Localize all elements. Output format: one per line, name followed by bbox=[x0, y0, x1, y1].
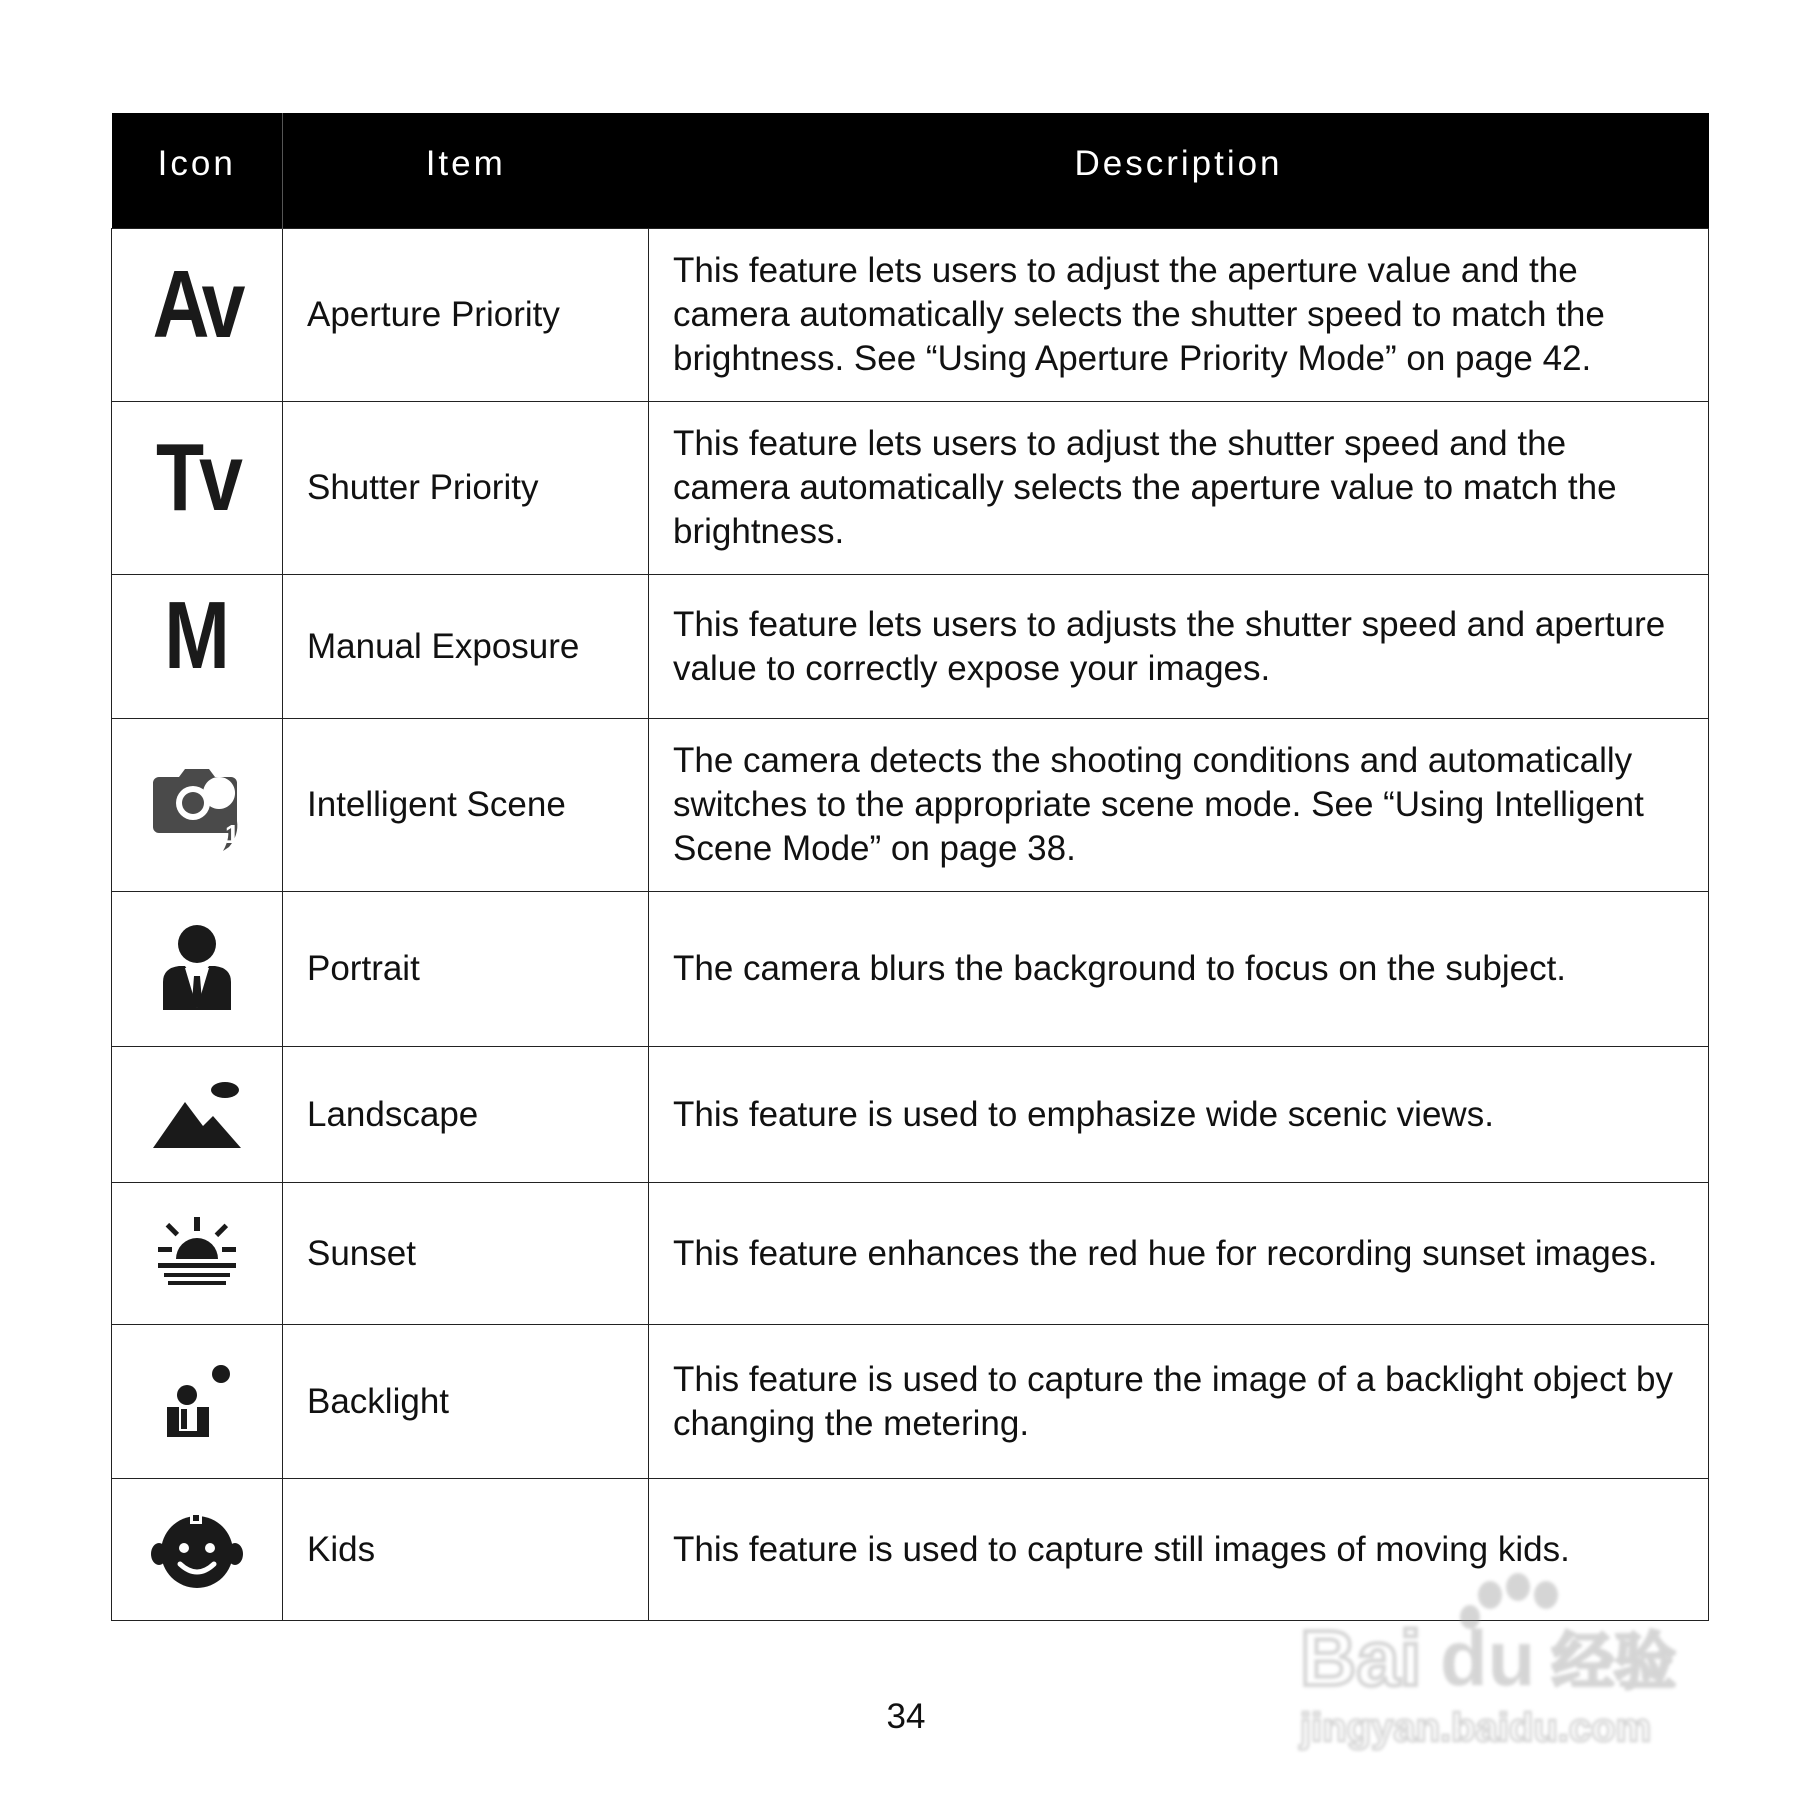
item-name: Manual Exposure bbox=[283, 575, 649, 719]
landscape-icon bbox=[151, 1080, 243, 1150]
header-item: Item bbox=[283, 113, 649, 229]
backlight-icon bbox=[161, 1365, 233, 1439]
item-name: Shutter Priority bbox=[283, 402, 649, 575]
manual-exposure-icon: M bbox=[164, 582, 230, 689]
icon-cell bbox=[112, 1183, 283, 1325]
item-description: The camera detects the shooting conditions and automatically switches to the appropriate scene mode. See “Using Intelligent Scene Mode” on page 38. bbox=[649, 719, 1709, 892]
table-row bbox=[112, 229, 1709, 402]
table-header-row bbox=[112, 113, 1709, 229]
icon-cell bbox=[112, 1047, 283, 1183]
sunset-icon bbox=[156, 1217, 238, 1291]
item-name: Backlight bbox=[283, 1325, 649, 1479]
item-description: This feature lets users to adjust the shutter speed and the camera automatically selects the aperture value to match the brightness. bbox=[649, 402, 1709, 575]
svg-text:jingyan.baidu.com: jingyan.baidu.com bbox=[1300, 1706, 1652, 1750]
item-name: Intelligent Scene bbox=[283, 719, 649, 892]
item-description: This feature enhances the red hue for recording sunset images. bbox=[649, 1183, 1709, 1325]
icon-cell bbox=[112, 1479, 283, 1621]
camera-modes-table bbox=[111, 113, 1709, 1621]
aperture-priority-icon: Av bbox=[153, 250, 241, 358]
svg-text:du: du bbox=[1440, 1614, 1536, 1702]
svg-text:1: 1 bbox=[225, 819, 240, 849]
item-name: Sunset bbox=[283, 1183, 649, 1325]
table-row bbox=[112, 1183, 1709, 1325]
icon-cell bbox=[112, 892, 283, 1047]
table-row bbox=[112, 1325, 1709, 1479]
icon-cell bbox=[112, 1325, 283, 1479]
kids-icon bbox=[150, 1508, 244, 1592]
table-row bbox=[112, 892, 1709, 1047]
item-name: Landscape bbox=[283, 1047, 649, 1183]
svg-text:Bai: Bai bbox=[1300, 1614, 1422, 1702]
item-name: Aperture Priority bbox=[283, 229, 649, 402]
icon-cell bbox=[112, 719, 283, 892]
portrait-icon bbox=[157, 924, 237, 1014]
item-name: Kids bbox=[283, 1479, 649, 1621]
item-description: This feature is used to emphasize wide scenic views. bbox=[649, 1047, 1709, 1183]
icon-cell bbox=[112, 229, 283, 402]
item-description: This feature lets users to adjusts the shutter speed and aperture value to correctly expose your images. bbox=[649, 575, 1709, 719]
icon-cell bbox=[112, 402, 283, 575]
header-description: Description bbox=[649, 113, 1709, 229]
item-description: This feature is used to capture still images of moving kids. bbox=[649, 1479, 1709, 1621]
icon-cell bbox=[112, 575, 283, 719]
page-number: 34 bbox=[886, 1697, 926, 1736]
table-row bbox=[112, 575, 1709, 719]
item-description: This feature is used to capture the image of a backlight object by changing the metering. bbox=[649, 1325, 1709, 1479]
item-name: Portrait bbox=[283, 892, 649, 1047]
item-description: This feature lets users to adjust the aperture value and the camera automatically selects the shutter speed to match the brightness. See “Using Aperture Priority Mode” on page 42. bbox=[649, 229, 1709, 402]
table-row bbox=[112, 719, 1709, 892]
shutter-priority-icon: Tv bbox=[155, 423, 239, 531]
svg-text:经验: 经验 bbox=[1552, 1625, 1677, 1698]
header-icon: Icon bbox=[112, 113, 283, 229]
item-description: The camera blurs the background to focus on the subject. bbox=[649, 892, 1709, 1047]
intelligent-scene-icon bbox=[149, 757, 245, 853]
table-row bbox=[112, 402, 1709, 575]
table-row bbox=[112, 1047, 1709, 1183]
